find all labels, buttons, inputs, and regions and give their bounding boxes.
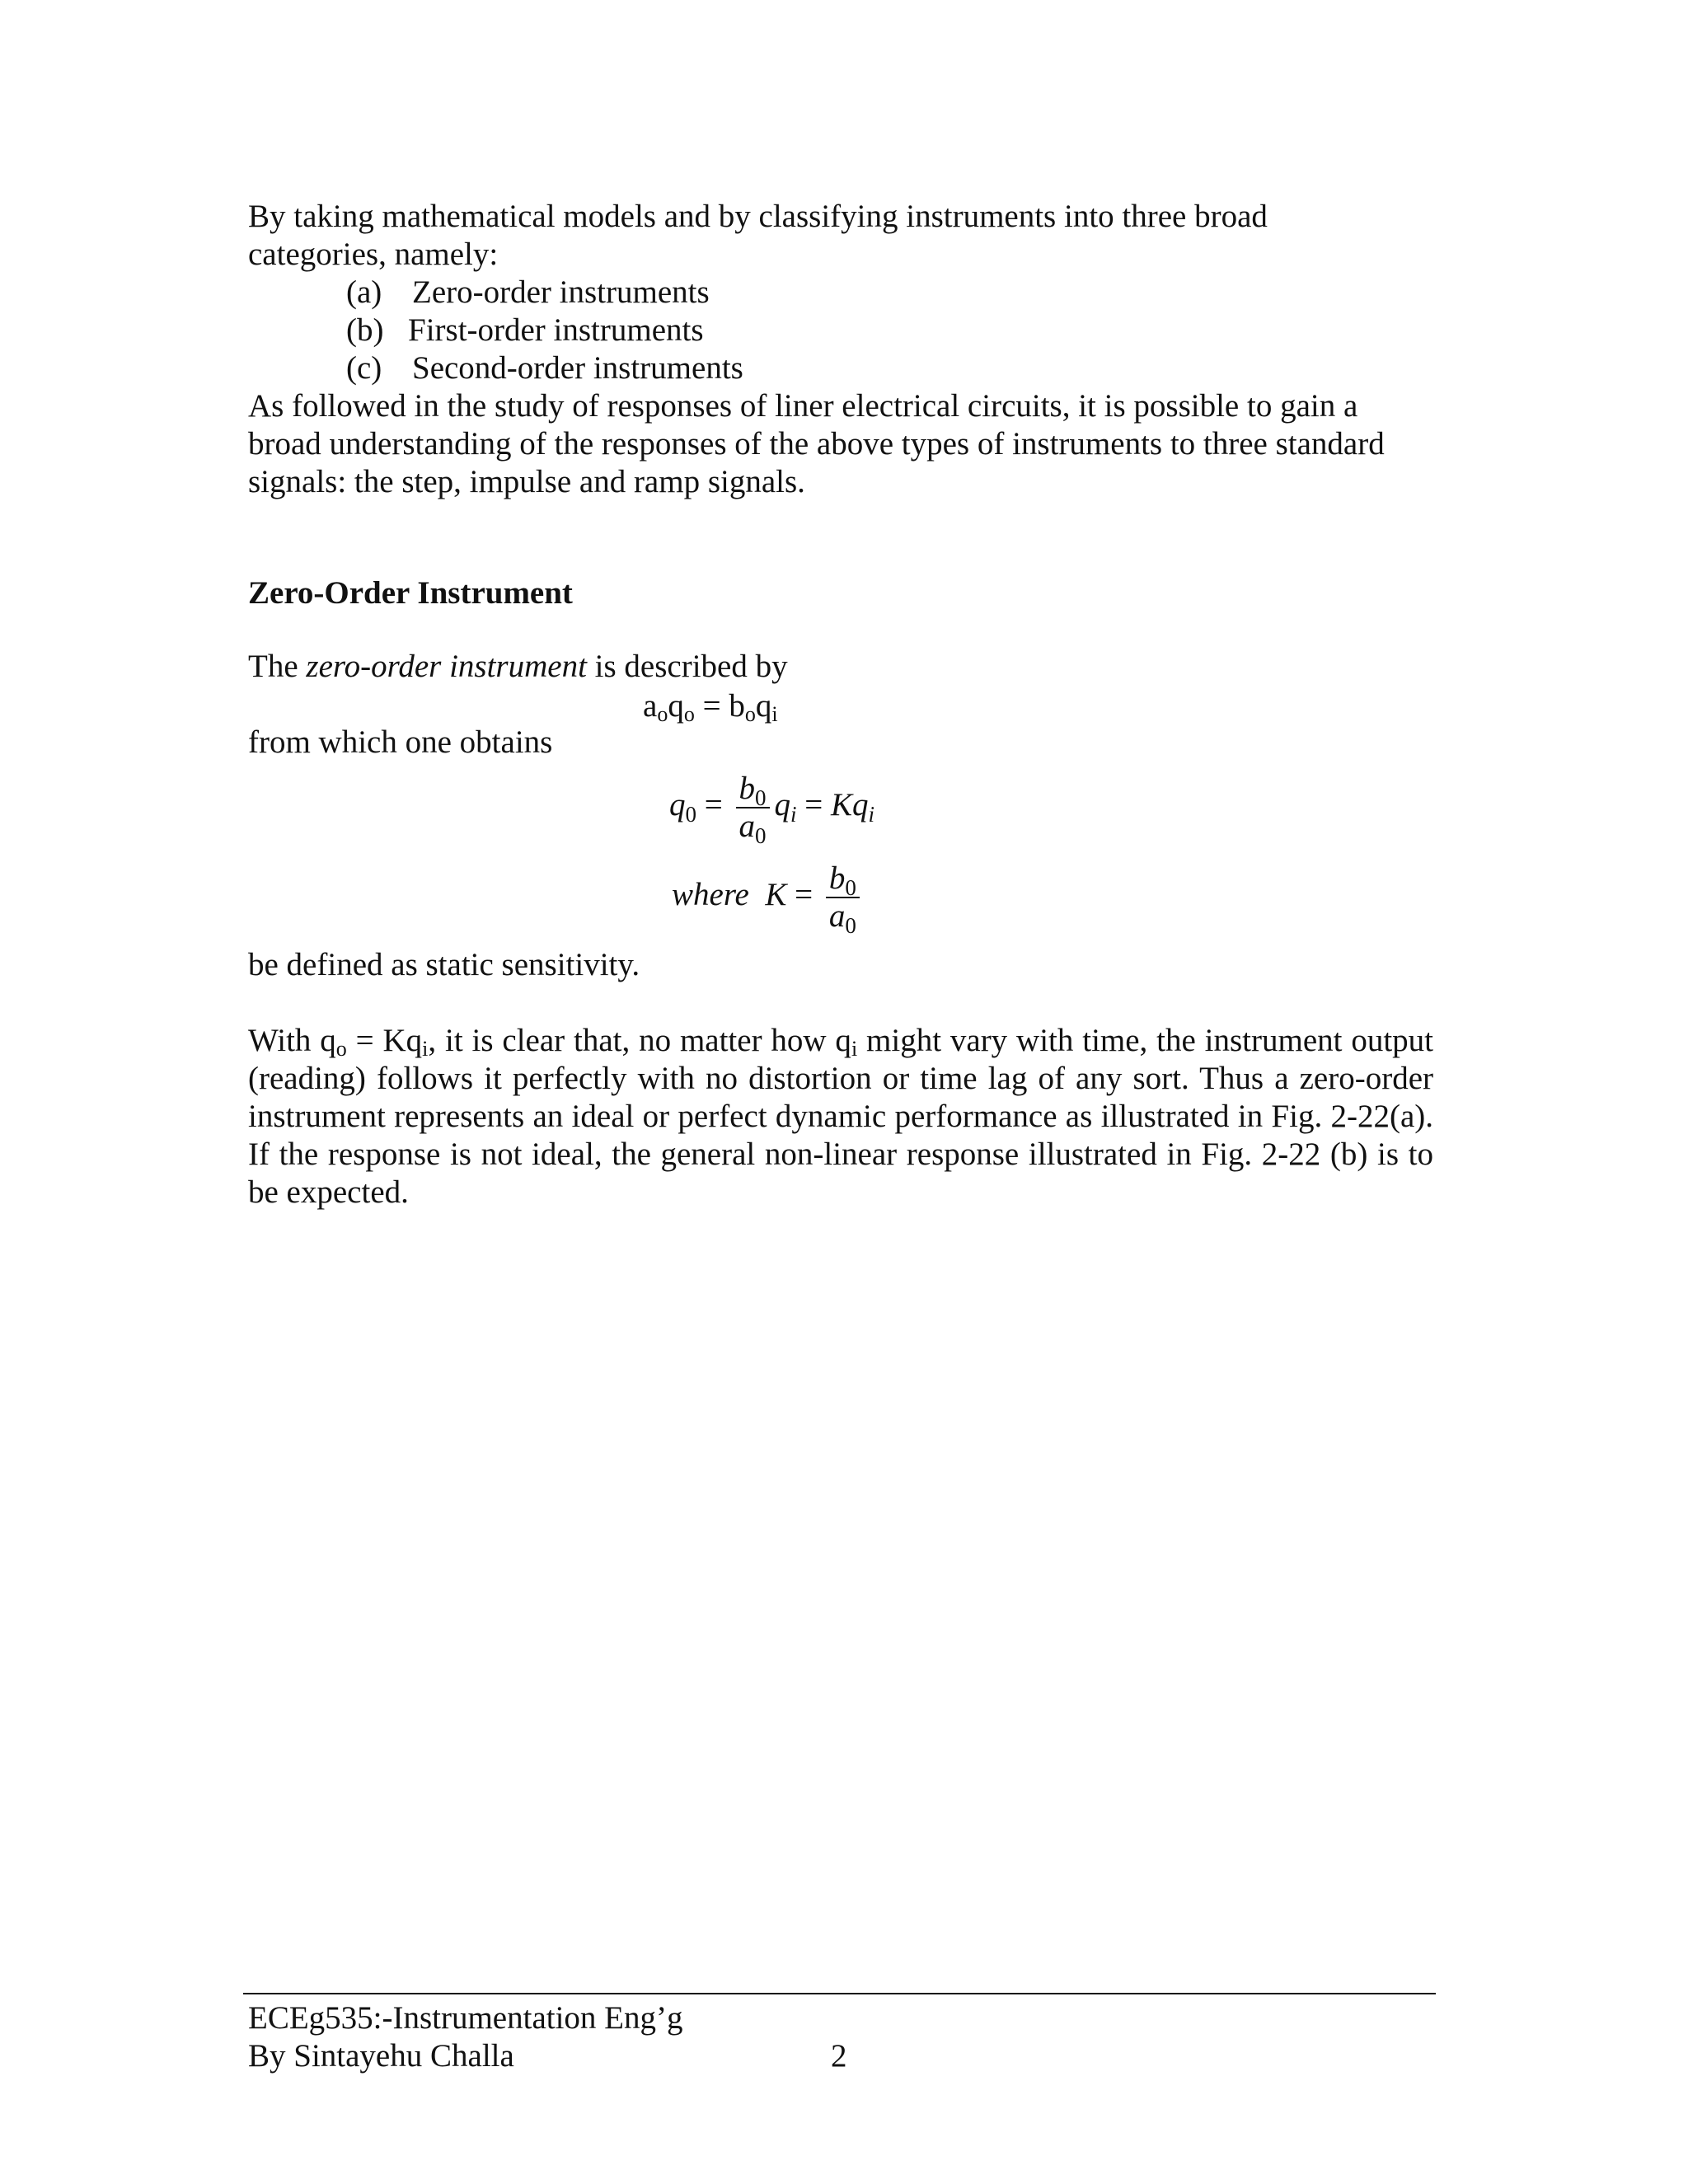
intro-line-2: categories, namely:: [248, 237, 499, 272]
desc-suffix: is described by: [586, 649, 788, 684]
list-item-text: Zero-order instruments: [412, 274, 710, 310]
footer-divider: [243, 1993, 1436, 1994]
static-sensitivity-text: be defined as static sensitivity.: [248, 947, 640, 982]
from-text: from which one obtains: [248, 724, 553, 760]
list-item-text: First-order instruments: [408, 312, 704, 348]
list-item-label: (b): [346, 312, 384, 348]
fraction: $\frac{b_0}{a_0}$: [736, 771, 770, 845]
fraction: $\frac{b_0}{a_0}$: [826, 860, 860, 935]
list-item-label: (c): [346, 350, 382, 386]
intro-line-1: By taking mathematical models and by classifying instruments into three broad: [248, 199, 1268, 234]
section-description: [248, 648, 1443, 686]
equation-sensitivity: where K = $\frac{b_0}{a_0}$: [672, 860, 865, 935]
desc-italic-term: zero-order instrument: [306, 649, 587, 684]
list-item: [346, 274, 710, 312]
list-item-text: Second-order instruments: [412, 350, 743, 386]
list-item: [346, 312, 704, 349]
footer-course: ECEg535:-Instrumentation Eng’g: [248, 2000, 683, 2036]
equation-output: $q_0$ = $\frac{b_0}{a_0}$ $q_i = Kq_i$: [669, 771, 875, 848]
intro-paragraph: As followed in the study of responses of liner electrical circuits, it is possible to gain a broad understanding of the responses of the above types of instruments to three standard signals: the step, impulse and ramp signals.: [248, 388, 1385, 499]
page-number: 2: [831, 2038, 847, 2074]
section-heading: Zero-Order Instrument: [248, 575, 573, 611]
final-paragraph: With $q_o = Kq_i$, it is clear that, no matter how $q_i$ might vary with time, the instrument output (reading) follows it perfectly with no distortion or time lag of any sort. Thus a zero-order instrument represents an ideal or perfect dynamic performance as illustrated in Fig. 2-22(a). If the response is not ideal, the general non-linear response illustrated in Fig. 2-22 (b) is to be expected.: [248, 1023, 1433, 1210]
desc-prefix: The: [248, 649, 307, 684]
list-item-label: (a): [346, 274, 382, 310]
footer-author: By Sintayehu Challa: [248, 2038, 514, 2074]
list-item: [346, 349, 743, 387]
inline-equation: $a_oq_o = b_oq_i$: [643, 688, 778, 726]
